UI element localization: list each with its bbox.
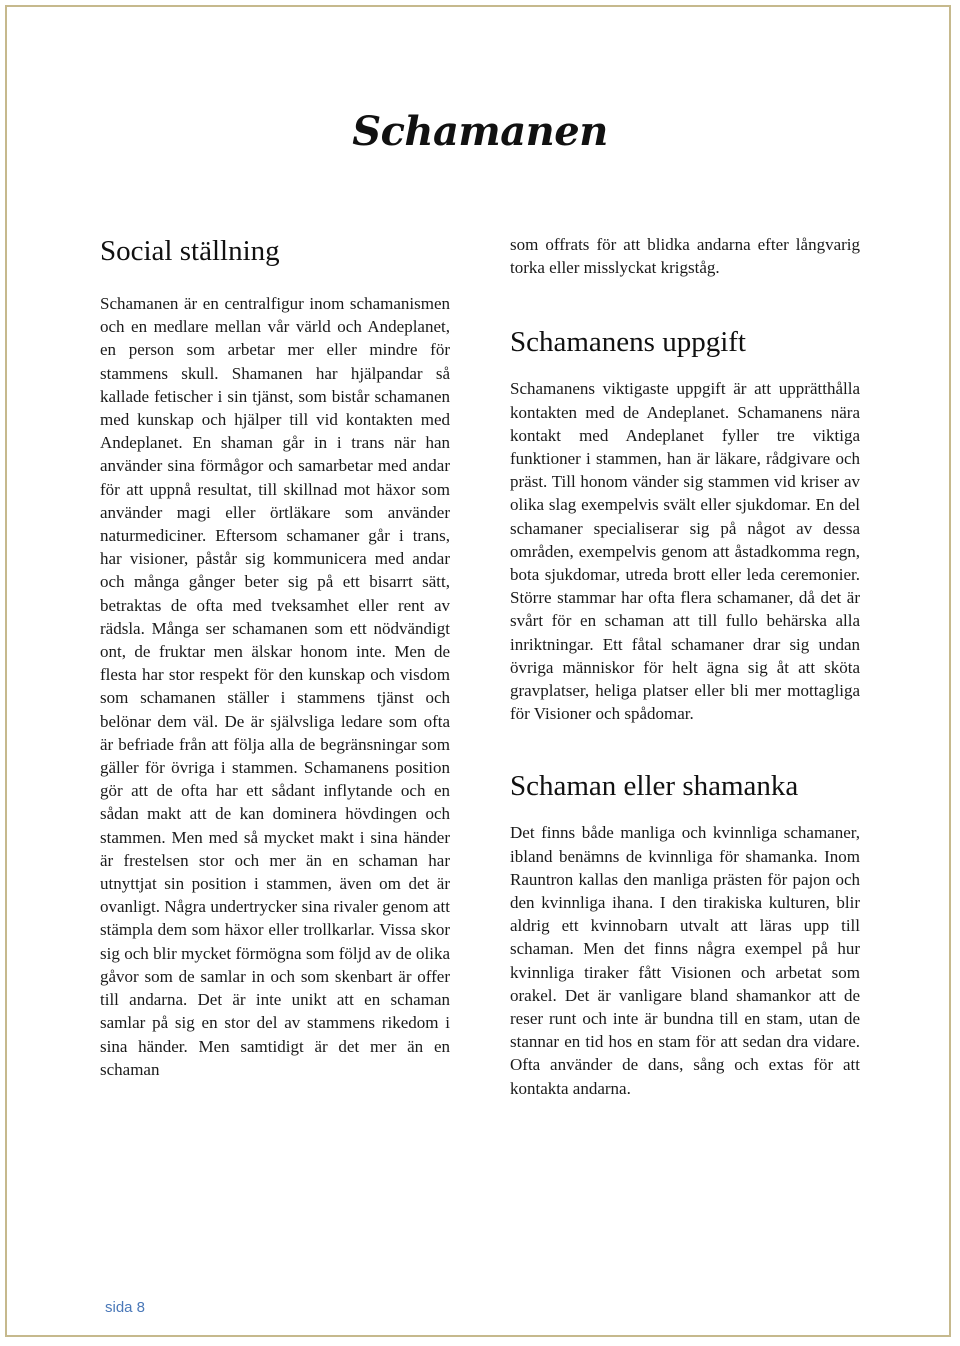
section-heading-uppgift: Schamanens uppgift xyxy=(510,326,746,359)
page-title: Schamanen xyxy=(352,108,608,155)
section-paragraph-uppgift: Schamanens viktigaste uppgift är att upprätthålla kontakten med de Andeplanet. Schamanens nära kontakt med Andeplanet fyller tre viktiga funktioner i stammen, han är läkare, rådgivare och präst. Till honom vänder sig stammen vid kriser av olika slag exempelvis svält eller sjukdomar. En del schamaner specialiserar sig på något av dessa områden, exempelvis genom att åstadkomma regn, bota sjukdomar, utreda brott eller leda ceremonier. Större stammar har ofta flera schamaner, då det är svårt för en schaman att till fullo behärska alla inriktningar. Ett fåtal schamaner drar sig undan övriga människor för helt ägna sig åt att sköta gravplatser, heliga platser eller bli mer mottagliga för Visioner och spådomar. xyxy=(510,379,860,724)
section-paragraph-shamanka: Det finns både manliga och kvinnliga schamaner, ibland benämns de kvinnliga för shamanka. Inom Rauntron kallas den manliga prästen för pajon och den kvinnliga ihana. I den tirakiska kulturen, blir aldrig ett kvinnobarn utvalt att läras upp till schaman. Men det finns några exempel på hur kvinnliga tiraker fått Visionen och arbetat som orakel. Det är vanligare bland shamankor att de reser runt och inte är bundna till en stam, utan de stannar en tid hos en stam för att sedan dra vidare. Ofta använder de dans, sång och extas för att kontakta andarna. xyxy=(510,823,860,1098)
continued-paragraph: som offrats för att blidka andarna efter långvarig torka eller misslyckat krigståg. xyxy=(510,235,860,278)
right-column xyxy=(510,234,860,1100)
section-heading-shamanka: Schaman eller shamanka xyxy=(510,770,799,803)
page-number: sida 8 xyxy=(105,1299,146,1316)
section-heading-social: Social ställning xyxy=(100,235,280,267)
left-column xyxy=(100,234,450,1081)
section-paragraph-social: Schamanen är en centralfigur inom schamanismen och en medlare mellan vår värld och Andeplanet, en person som arbetar mer eller mindre för stammens skull. Shamanen har hjälpandar så kallade fetischer i sin tjänst, som bistår schamanen med kunskap och hjälper till vid kontakten med Andeplanet. En shaman går in i trans när han använder sina förmågor och samarbetar med andar för att uppnå resultat, till skillnad mot häxor som använder magi eller örtläkare som använder naturmediciner. Eftersom schamaner går i trans, har visioner, påstår sig kommunicera med andar och många gånger beter sig på ett bisarrt sätt, betraktas de ofta med tveksamhet eller rent av rädsla. Många ser schamanen som ett nödvändigt ont, de fruktar men älskar honom inte. Men de flesta har stor respekt för den kunskap och visdom som schamanen ställer i stammens tjänst och belönar dem väl. De är självsliga ledare som ofta är befriade från att följa alla de begränsningar som gäller för övriga i stammen. Schamanens position gör att de ofta har ett sådant inflytande och en sådan makt att de kan dominera hövdingen och stammen. Men med så mycket makt i sina händer är frestelsen stor och mer än en schaman har utnyttjat sin position i stammen, även om det är ovanligt. Några undertrycker sina rivaler genom att stämpla dem som häxor eller trollkarlar. Vissa skor sig och blir mycket förmögna som följd av de olika gåvor som de samlar in och som skenbart är offer till andarna. Det är inte unikt att en schaman samlar på sig en stor del av stammens rikedom i sina händer. Men samtidigt är det mer än en schaman xyxy=(100,294,450,1079)
